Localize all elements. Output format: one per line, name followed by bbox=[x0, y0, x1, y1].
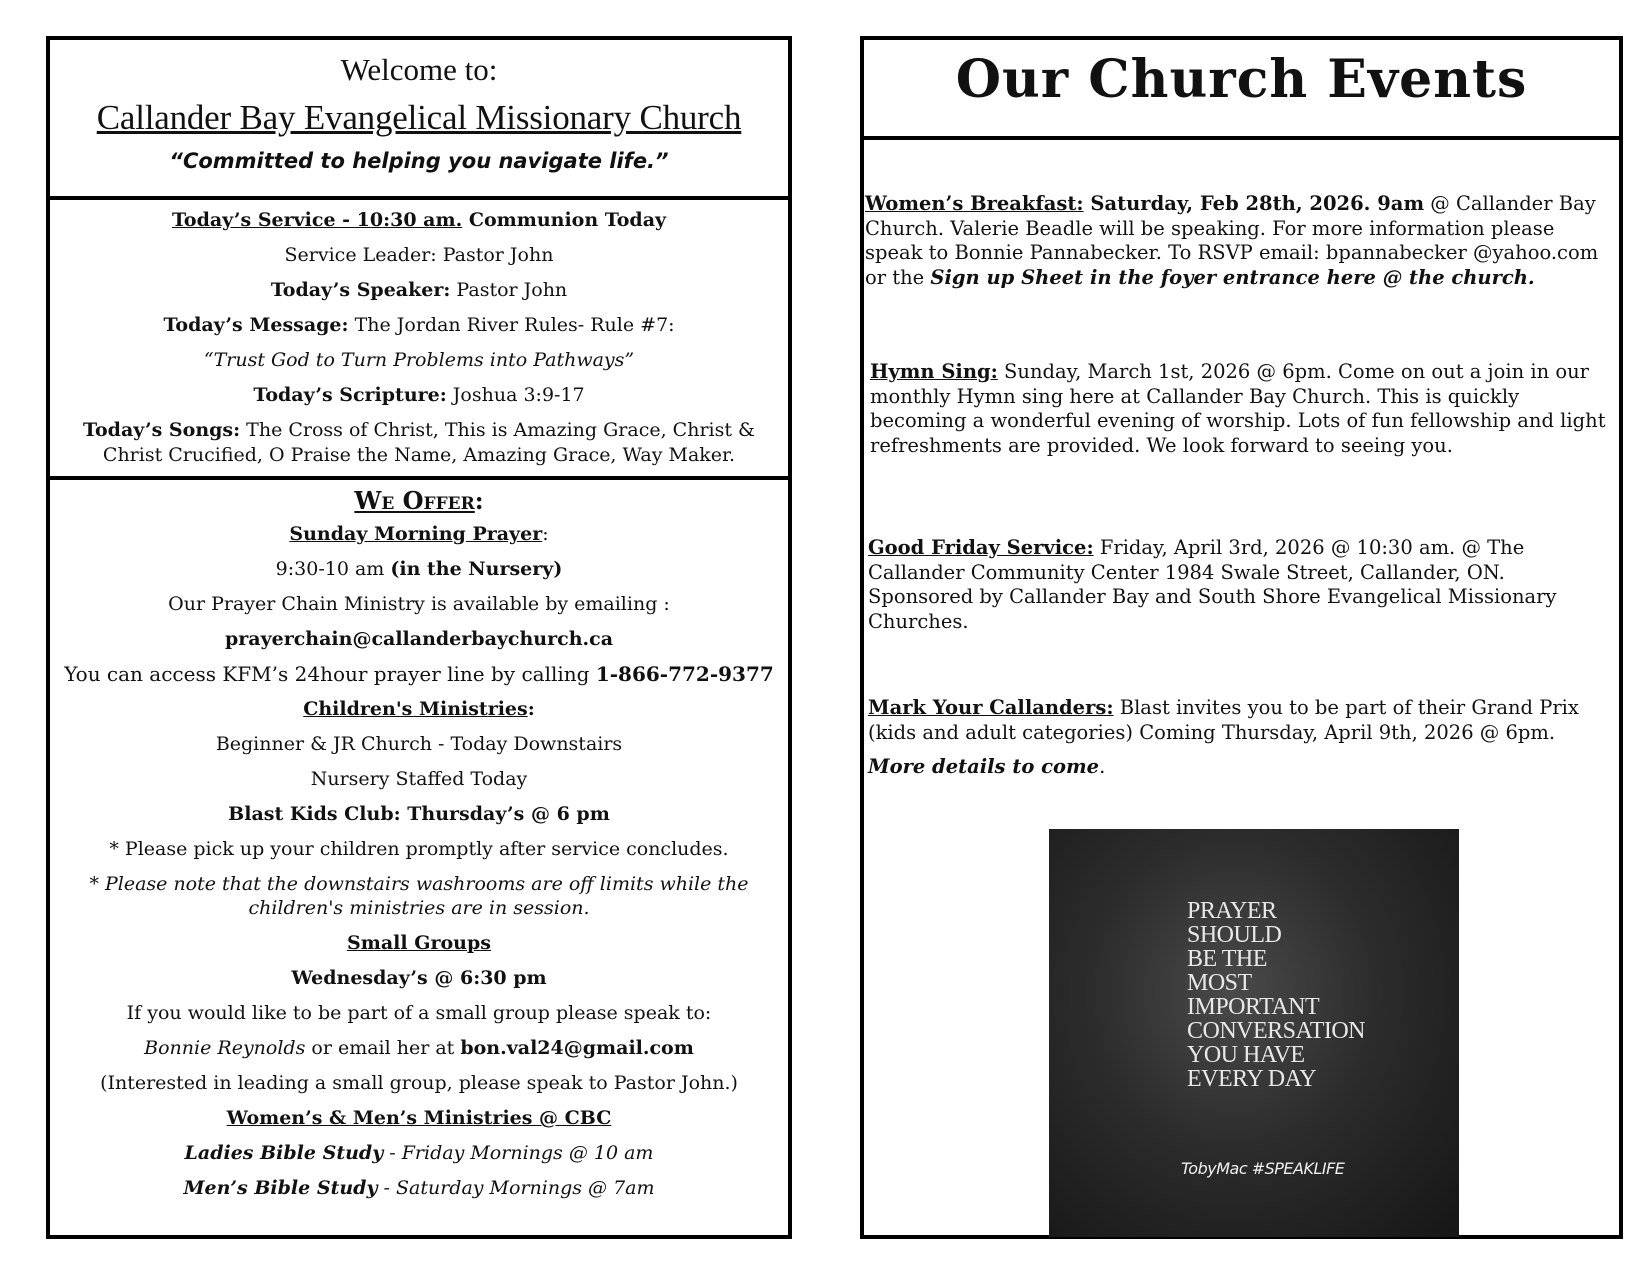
good-friday-body: Friday, April 3rd, 2026 @ 10:30 am. @ The Callander Community Center 1984 Swale Street, Callander, ON. Sponsored by Callander Bay and South Shore Evangelical Missionary Churches. bbox=[868, 536, 1557, 633]
blast-kids-club: Blast Kids Club: Thursday’s @ 6 pm bbox=[228, 803, 610, 825]
mens-bible-study bbox=[50, 1176, 788, 1200]
we-offer-section bbox=[50, 480, 788, 1200]
blast-label: Mark Your Callanders: bbox=[868, 696, 1114, 719]
children-heading: Children's Ministries bbox=[303, 698, 528, 720]
poster-line: EVERY DAY bbox=[1187, 1066, 1317, 1092]
prayer-heading: Sunday Morning Prayer bbox=[289, 523, 543, 545]
kfm-prayer-line bbox=[50, 662, 788, 686]
leading-note: (Interested in leading a small group, please speak to Pastor John.) bbox=[100, 1072, 738, 1094]
poster-signature: TobyMac #SPEAKLIFE bbox=[1181, 1159, 1345, 1178]
prayer-heading-row bbox=[50, 522, 788, 546]
good-friday-label: Good Friday Service: bbox=[868, 536, 1094, 559]
small-groups-contact: If you would like to be part of a small group please speak to: bbox=[126, 1002, 712, 1024]
event-blast-grand-prix bbox=[864, 696, 1619, 745]
welcome-header bbox=[50, 40, 788, 200]
events-panel bbox=[860, 36, 1623, 1239]
poster-line: CONVERSATION bbox=[1187, 1018, 1366, 1044]
prayer-time: 9:30-10 am bbox=[275, 558, 391, 580]
service-time-row bbox=[50, 208, 788, 232]
washroom-note: * Please note that the downstairs washrooms are off limits while the children's ministries are in session. bbox=[89, 873, 749, 919]
children-line-1: Beginner & JR Church - Today Downstairs bbox=[215, 733, 623, 755]
pickup-note: * Please pick up your children promptly after service concludes. bbox=[109, 838, 729, 860]
tagline: “Committed to helping you navigate life.” bbox=[169, 149, 669, 173]
children-line-2: Nursery Staffed Today bbox=[310, 768, 528, 790]
speaker-value: Pastor John bbox=[450, 279, 568, 301]
scripture-value: Joshua 3:9-17 bbox=[446, 384, 585, 406]
event-hymn-sing bbox=[864, 360, 1619, 458]
ladies-value: - Friday Mornings @ 10 am bbox=[383, 1142, 654, 1164]
songs-label: Today’s Songs: bbox=[83, 419, 241, 441]
service-info bbox=[50, 200, 788, 480]
more-details-text: More details to come bbox=[868, 755, 1100, 778]
blast-body: Blast invites you to be part of their Grand Prix (kids and adult categories) Coming Thursday, April 9th, 2026 @ 6pm. bbox=[868, 696, 1579, 744]
kfm-phone[interactable]: 1-866-772-9377 bbox=[595, 662, 774, 686]
prayer-chain-text: Our Prayer Chain Ministry is available by emailing : bbox=[168, 593, 670, 615]
prayer-chain-email[interactable]: prayerchain@callanderbaychurch.ca bbox=[224, 628, 613, 650]
message-value: The Jordan River Rules- Rule #7: bbox=[348, 314, 675, 336]
welcome-intro: Welcome to: bbox=[340, 52, 498, 87]
songs-value: The Cross of Christ, This is Amazing Grace, Christ & Christ Crucified, O Praise the Name, Amazing Grace, Way Maker. bbox=[102, 419, 755, 466]
prayer-heading-colon: : bbox=[542, 523, 549, 545]
poster-line: SHOULD bbox=[1187, 922, 1282, 948]
breakfast-signup: Sign up Sheet in the foyer entrance here @ the church. bbox=[930, 265, 1535, 289]
scripture-label: Today’s Scripture: bbox=[253, 384, 447, 406]
message-quote: “Trust God to Turn Problems into Pathways” bbox=[203, 349, 635, 371]
scripture-row bbox=[50, 383, 788, 407]
poster-line: BE THE bbox=[1187, 946, 1267, 972]
more-details bbox=[864, 755, 1619, 778]
poster-line: IMPORTANT bbox=[1187, 994, 1320, 1020]
contact-email[interactable]: bon.val24@gmail.com bbox=[460, 1037, 694, 1059]
poster-line: PRAYER bbox=[1187, 898, 1277, 924]
ladies-bible-study bbox=[50, 1141, 788, 1165]
children-heading-row bbox=[50, 697, 788, 721]
communion-note: Communion Today bbox=[462, 209, 667, 231]
contact-mid: or email her at bbox=[305, 1037, 461, 1059]
hymn-label: Hymn Sing: bbox=[870, 360, 998, 383]
ministries-heading: Women’s & Men’s Ministries @ CBC bbox=[226, 1107, 612, 1129]
we-offer-title: We Offer bbox=[354, 486, 475, 515]
poster-line: YOU HAVE bbox=[1187, 1042, 1305, 1068]
welcome-panel bbox=[46, 36, 792, 1239]
we-offer-heading bbox=[50, 486, 788, 516]
service-leader: Service Leader: Pastor John bbox=[284, 244, 554, 266]
songs-row bbox=[50, 418, 788, 468]
kfm-text: You can access KFM’s 24hour prayer line by calling bbox=[64, 662, 596, 686]
contact-row bbox=[50, 1036, 788, 1060]
prayer-time-row bbox=[50, 557, 788, 581]
breakfast-date: Saturday, Feb 28th, 2026. 9am bbox=[1083, 192, 1425, 215]
small-groups-time: Wednesday’s @ 6:30 pm bbox=[291, 967, 547, 989]
small-groups-heading: Small Groups bbox=[347, 932, 491, 954]
hymn-body: Sunday, March 1st, 2026 @ 6pm. Come on out a join in our monthly Hymn sing here at Callander Bay Church. This is quickly becoming a wonderful evening of worship. Lots of fun fellowship and light refreshments are provided. We look forward to seeing you. bbox=[870, 360, 1606, 457]
poster-quote bbox=[1187, 899, 1365, 1091]
we-offer-colon: : bbox=[474, 486, 484, 515]
children-heading-colon: : bbox=[527, 698, 535, 720]
events-title: Our Church Events bbox=[864, 40, 1619, 140]
more-details-period: . bbox=[1099, 755, 1106, 778]
mens-value: - Saturday Mornings @ 7am bbox=[377, 1177, 655, 1199]
breakfast-label: Women’s Breakfast: bbox=[865, 192, 1084, 215]
poster-line: MOST bbox=[1187, 970, 1252, 996]
breakfast-body: @ Callander Bay Church. Valerie Beadle will be speaking. For more information please speak to Bonnie Pannabecker. To RSVP email: bpannabecker @yahoo.com or the bbox=[865, 192, 1599, 289]
message-label: Today’s Message: bbox=[163, 314, 349, 336]
prayer-location: (in the Nursery) bbox=[390, 558, 563, 580]
message-row bbox=[50, 313, 788, 337]
church-name: Callander Bay Evangelical Missionary Church bbox=[96, 98, 742, 137]
ladies-label: Ladies Bible Study bbox=[184, 1142, 384, 1164]
speaker-label: Today’s Speaker: bbox=[270, 279, 451, 301]
mens-label: Men’s Bible Study bbox=[183, 1177, 378, 1199]
speaker-row bbox=[50, 278, 788, 302]
service-time: Today’s Service - 10:30 am. bbox=[171, 209, 463, 231]
event-good-friday bbox=[864, 536, 1619, 634]
contact-name: Bonnie Reynolds bbox=[144, 1037, 306, 1059]
prayer-poster-image bbox=[1049, 829, 1459, 1237]
event-womens-breakfast bbox=[864, 192, 1619, 290]
